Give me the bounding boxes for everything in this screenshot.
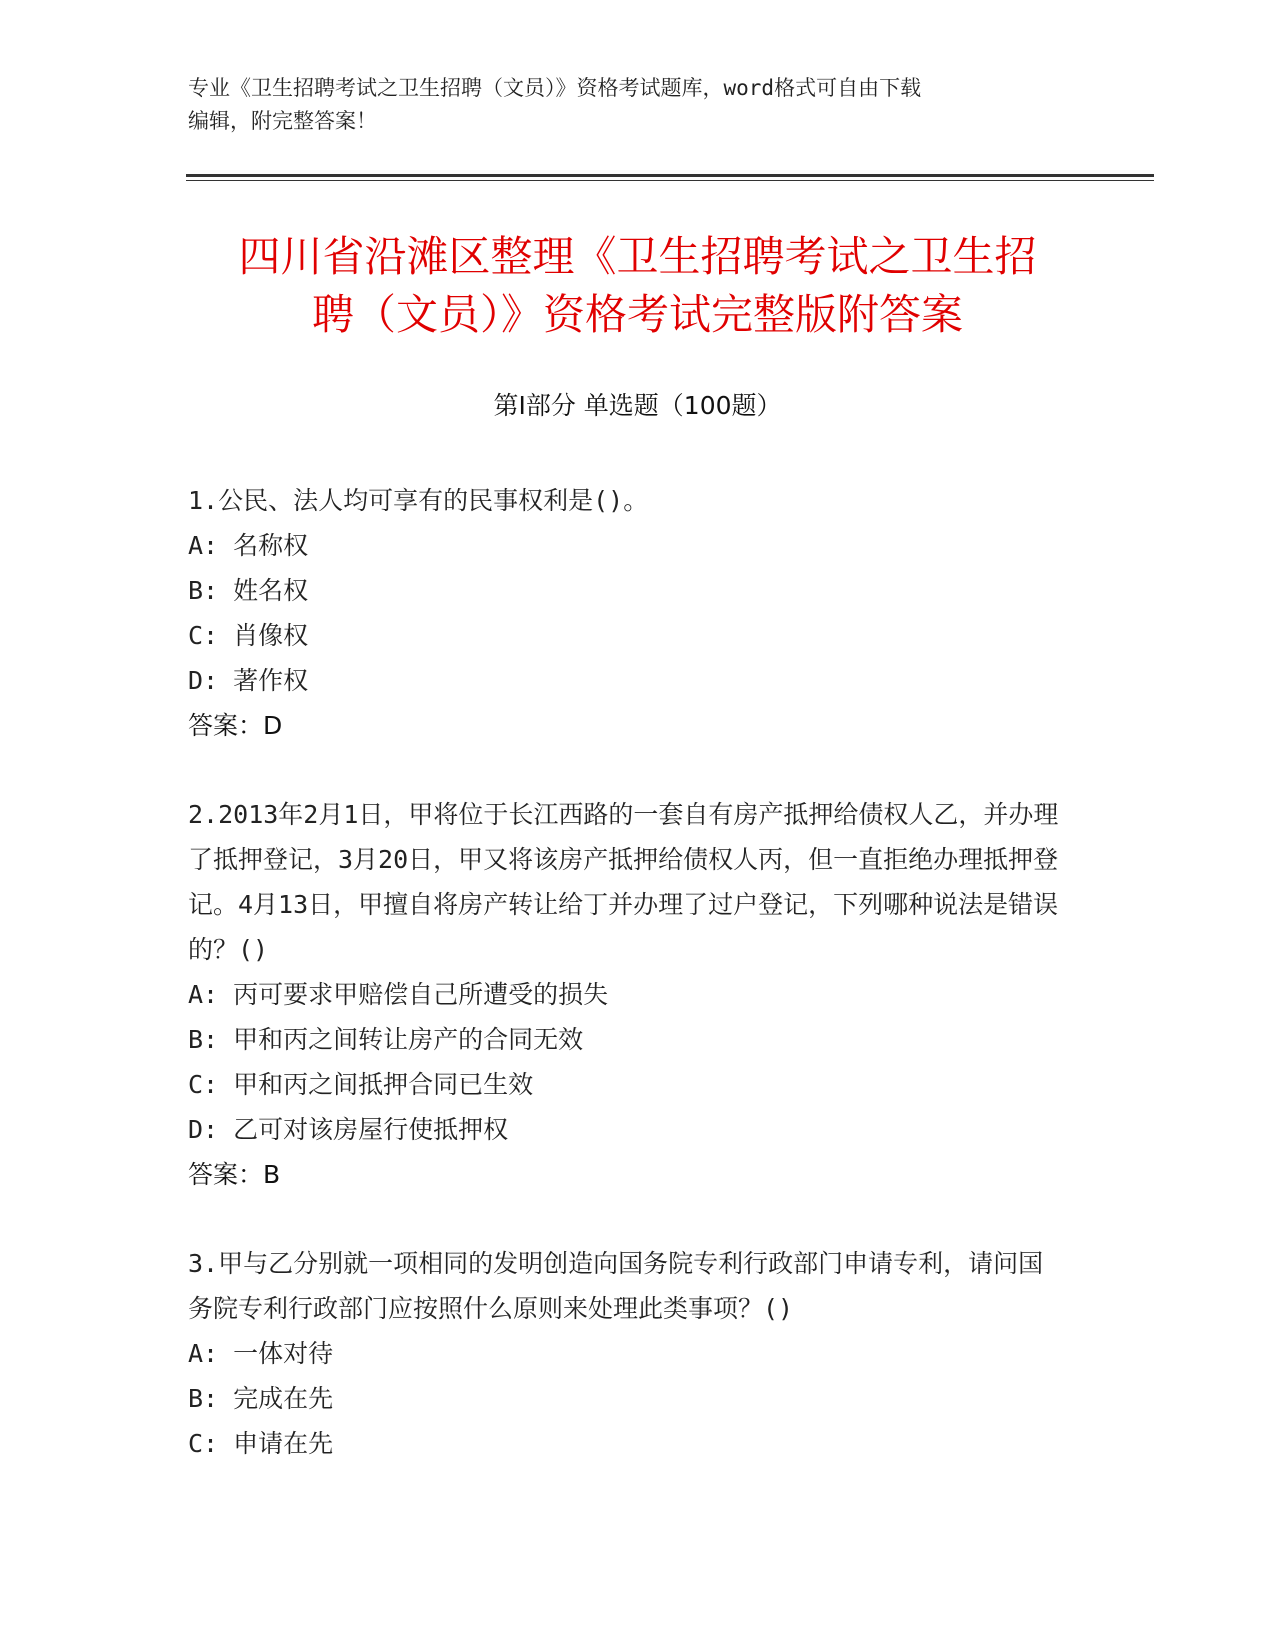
option-c: C: 甲和丙之间抵押合同已生效 <box>188 1070 534 1099</box>
option-d: D: 乙可对该房屋行使抵押权 <box>188 1115 509 1144</box>
document-title-line-2: 聘（文员）》资格考试完整版附答案 <box>311 290 963 339</box>
header-divider-thin <box>186 180 1154 181</box>
option-b: B: 姓名权 <box>188 576 309 605</box>
question-2 <box>188 792 1068 1197</box>
section-title: 第Ⅰ部分 单选题（100题） <box>493 391 782 420</box>
option-a: A: 一体对待 <box>188 1339 334 1368</box>
option-c: C: 肖像权 <box>188 621 309 650</box>
option-a: A: 名称权 <box>188 531 309 560</box>
question-3 <box>188 1241 1068 1466</box>
option-b: B: 完成在先 <box>188 1384 334 1413</box>
question-stem: 2.2013年2月1日，甲将位于长江西路的一套自有房产抵押给债权人乙，并办理了抵押登记，3月20日，甲又将该房产抵押给债权人丙，但一直拒绝办理抵押登记。4月13日，甲擅自将房产转让给丁并办理了过户登记，下列哪种说法是错误的？() <box>188 800 1059 964</box>
option-b: B: 甲和丙之间转让房产的合同无效 <box>188 1025 584 1054</box>
header-note-line-2: 编辑，附完整答案！ <box>188 109 377 133</box>
document-title <box>160 228 1115 344</box>
question-stem: 3.甲与乙分别就一项相同的发明创造向国务院专利行政部门申请专利，请问国务院专利行政部门应按照什么原则来处理此类事项？() <box>188 1249 1044 1323</box>
header-divider-thick <box>186 174 1154 177</box>
document-title-line-1: 四川省沿滩区整理《卫生招聘考试之卫生招 <box>238 232 1037 281</box>
option-d: D: 著作权 <box>188 666 309 695</box>
answer-line: 答案：D <box>188 711 283 740</box>
option-a: A: 丙可要求甲赔偿自己所遭受的损失 <box>188 980 609 1009</box>
option-c: C: 申请在先 <box>188 1429 334 1458</box>
header-note <box>188 72 1068 138</box>
question-stem: 1.公民、法人均可享有的民事权利是()。 <box>188 486 649 515</box>
answer-line: 答案：B <box>188 1160 281 1189</box>
question-list <box>188 478 1068 1510</box>
header-note-line-1: 专业《卫生招聘考试之卫生招聘（文员）》资格考试题库，word格式可自由下载 <box>188 76 922 100</box>
question-1 <box>188 478 1068 748</box>
